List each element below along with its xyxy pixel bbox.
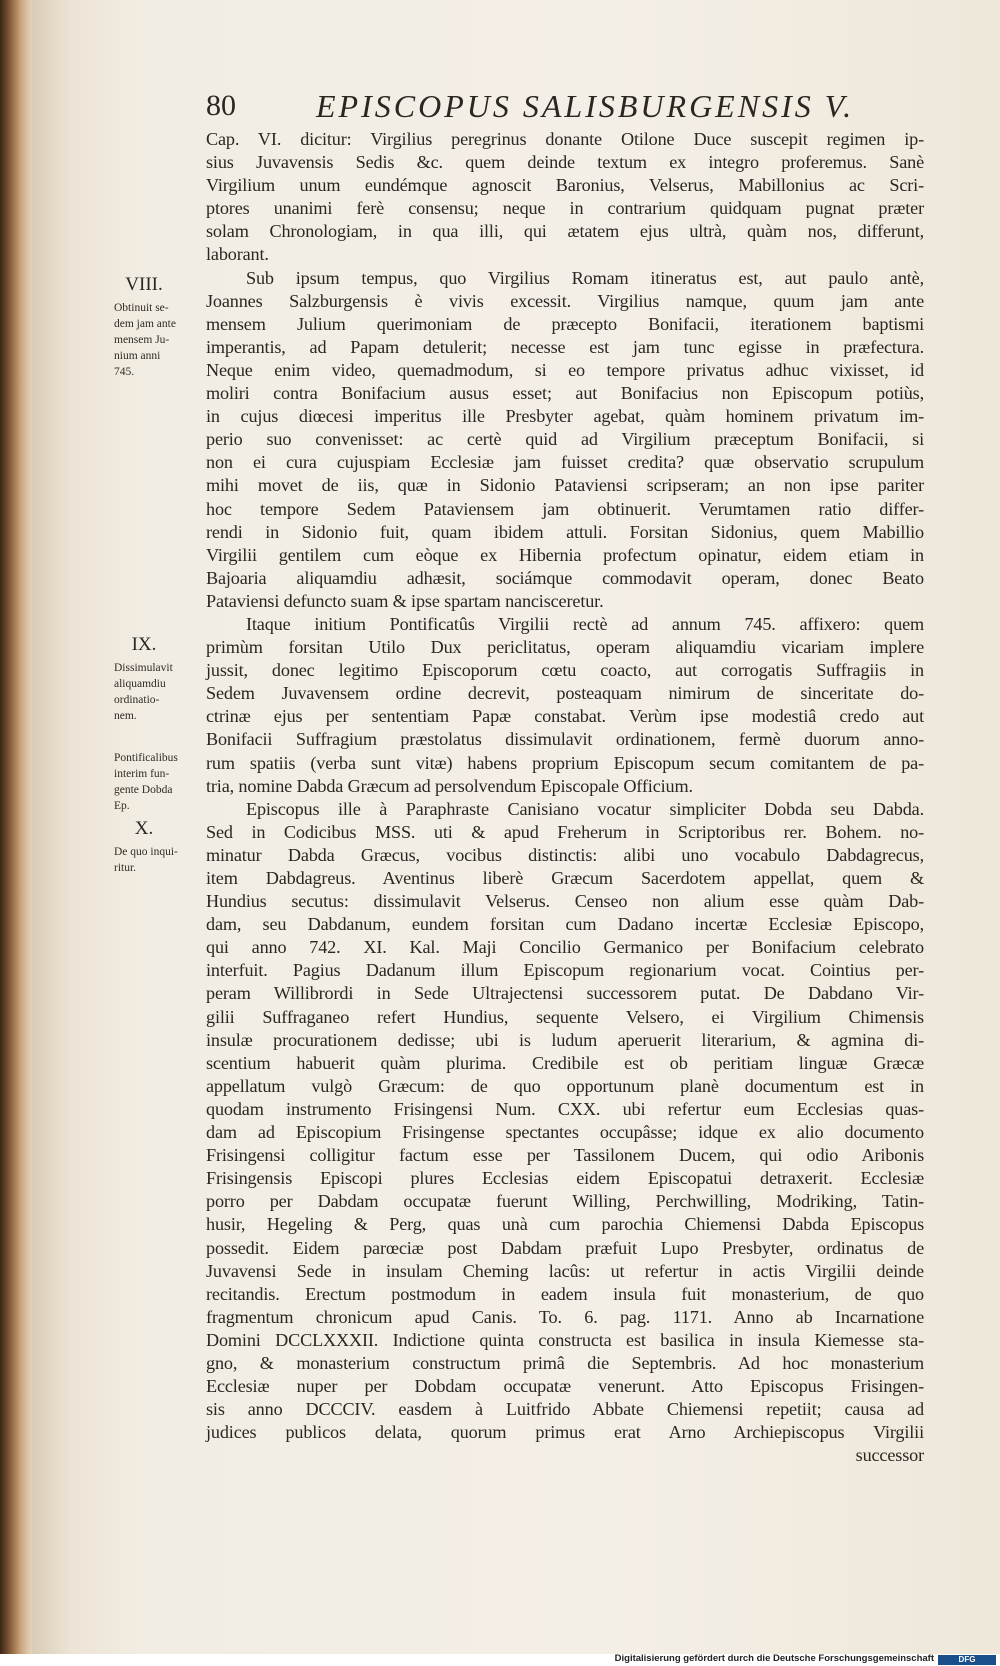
text-line: non ei cura cujuspiam Ecclesiæ jam fuisset credita? quæ observatio scrupulum <box>206 452 924 473</box>
text-line: quodam instrumento Frisingensi Num. CXX. ubi refertur eum Ecclesias quas- <box>206 1098 924 1119</box>
margin-note-line: Obtinuit se- <box>114 302 169 314</box>
text-line: hoc tempore Sedem Pataviensem jam obtinuerit. Verumtamen ratio differ- <box>206 498 924 519</box>
margin-note-line: Pontificalibus <box>114 752 178 764</box>
text-line: Frisingensis Episcopi plures Ecclesias eidem Episcopatui detraxerit. Ecclesiæ <box>206 1168 924 1189</box>
margin-note-ix-b <box>114 750 206 814</box>
text-line: judices publicos delata, quorum primus erat Arno Archiepiscopus Virgilii <box>206 1422 924 1443</box>
funding-credit: Digitalisierung gefördert durch die Deutsche Forschungsgemeinschaft <box>614 1653 934 1664</box>
text-line: Pataviensi defuncto suam & ipse spartam nancisceretur. <box>206 590 604 611</box>
text-line: Bajoaria aliquamdiu adhæsit, sociámque commodavit operam, donec Beato <box>206 567 924 588</box>
book-binding-edge <box>0 0 32 1654</box>
margin-note-line: dem jam ante <box>114 318 176 330</box>
text-line: Virgilii gentilem cum eòque ex Hibernia profectum opinatur, eidem etiam in <box>206 544 924 565</box>
book-page <box>32 0 1000 1654</box>
text-line: ctrinæ ejus per sententiam Papæ constabat. Verùm ipse modestiâ credo aut <box>206 706 924 727</box>
margin-note-line: Ep. <box>114 800 130 812</box>
margin-note-line: ritur. <box>114 862 137 874</box>
text-line: Neque enim video, quemadmodum, si eo tempore privatus adhuc vixisset, id <box>206 359 924 380</box>
text-line: qui anno 742. XI. Kal. Maji Concilio Germanico per Bonifacium celebrato <box>206 937 924 958</box>
section-numeral-ix: IX. <box>131 634 157 655</box>
text-line: gno, & monasterium constructum primâ die Septembris. Ad hoc monasterium <box>206 1352 924 1373</box>
margin-note-line: Dissimulavit <box>114 662 173 674</box>
text-line: insulæ procurationem dedisse; ubi is ludum aperuerit literarium, & agmina di- <box>206 1029 924 1050</box>
margin-note-line: ordinatio- <box>114 694 160 706</box>
margin-note-ix <box>114 634 206 724</box>
running-head <box>206 88 906 130</box>
digitization-footer <box>0 1654 1000 1666</box>
text-line: gilii Suffraganeo refert Hundius, sequente Velsero, ei Virgilium Chimensis <box>206 1006 924 1027</box>
margin-note-line: gente Dobda <box>114 784 173 796</box>
text-line: rum spatiis (verba sunt vitæ) habens proprium Episcopum secum comitantem de pa- <box>206 752 924 773</box>
margin-note-x <box>114 818 206 876</box>
text-line: Ecclesiæ nuper per Dobdam occupatæ venerunt. Atto Episcopus Frisingen- <box>206 1376 924 1397</box>
margin-note-line: nem. <box>114 710 137 722</box>
margin-note-viii <box>114 274 206 380</box>
text-line: imperantis, ad Papam detulerit; necesse est jam tunc egisse in præfectura. <box>206 336 924 357</box>
text-line: solam Chronologiam, in qua illi, qui ætatem ejus ultrà, quàm nos, differunt, <box>206 221 924 242</box>
text-line: Sub ipsum tempus, quo Virgilius Romam itineratus est, aut paulo antè, <box>246 267 924 288</box>
text-line: appellatum vulgò Græcum: de quo opportunum planè documentum est in <box>206 1075 924 1096</box>
catchword: successor <box>855 1445 924 1466</box>
section-numeral-x: X. <box>134 818 154 839</box>
dfg-logo-icon: DFG <box>938 1655 996 1665</box>
text-line: laborant. <box>206 244 269 265</box>
text-line: Bonifacii Suffragium præstolatus dissimulavit ordinationem, fermè duorum anno- <box>206 729 924 750</box>
text-line: tria, nomine Dabda Græcum ad persolvendum Episcopale Officium. <box>206 775 693 796</box>
margin-note-line: mensem Ju- <box>114 334 170 346</box>
text-line: Itaque initium Pontificatûs Virgilii rectè ad annum 745. affixero: quem <box>246 613 924 634</box>
margin-note-line: interim fun- <box>114 768 170 780</box>
text-line: Joannes Salzburgensis è vivis excessit. Virgilius namque, quum jam ante <box>206 290 924 311</box>
text-line: scentium habuerit quàm plurima. Credibile est ob peritiam linguæ Græcæ <box>206 1052 924 1073</box>
text-line: sis anno DCCCIV. easdem à Luitfrido Abbate Chiemensi repetiit; causa ad <box>206 1399 924 1420</box>
text-line: Frisingensi colligitur factum esse per Tassilonem Ducem, qui odio Aribonis <box>206 1145 924 1166</box>
text-line: interfuit. Pagius Dadanum illum Episcopum regionarium vocat. Cointius per- <box>206 960 924 981</box>
section-numeral-viii: VIII. <box>125 274 163 295</box>
main-text-block <box>206 128 924 1467</box>
margin-note-line: aliquamdiu <box>114 678 166 690</box>
text-line: sius Juvavensis Sedis &c. quem deinde textum ex integro proferemus. Sanè <box>206 152 924 173</box>
text-line: jussit, donec legitimo Episcoporum cœtu coacto, aut corrogatis Suffragiis in <box>206 660 924 681</box>
text-line: mihi movet de iis, quæ in Sidonio Pataviensi scripseram; an non ipse pariter <box>206 475 924 496</box>
text-line: rendi in Sidonio fuit, quam ibidem attuli. Forsitan Sidonius, quem Mabillio <box>206 521 924 542</box>
text-line: husir, Hegeling & Perg, quas unà cum parochia Chiemensi Dabda Episcopus <box>206 1214 924 1235</box>
text-line: possedit. Eidem parœciæ post Dabdam præfuit Lupo Presbyter, ordinatus de <box>206 1237 924 1258</box>
margin-note-line: 745. <box>114 366 135 378</box>
text-line: Sed in Codicibus MSS. uti & apud Freherum in Scriptoribus rer. Bohem. no- <box>206 821 924 842</box>
text-line: Hundius secutus: dissimulavit Velserus. Censeo non alium esse quàm Dab- <box>206 891 924 912</box>
text-line: Domini DCCLXXXII. Indictione quinta constructa est basilica in insula Kiemesse sta- <box>206 1329 924 1350</box>
margin-note-line: nium anni <box>114 350 161 362</box>
text-line: perio suo convenisset: ac certè quid ad Virgilium præceptum Bonifacii, si <box>206 429 924 450</box>
text-line: in cujus diœcesi imperitus ille Presbyter agebat, quàm hominem privatum im- <box>206 406 924 427</box>
margin-note-line: De quo inqui- <box>114 846 178 858</box>
text-line: dam, seu Dabdanum, eundem forsitan cum Dadano incertæ Ecclesiæ Episcopo, <box>206 914 924 935</box>
text-line: ptores unanimi ferè consensu; neque in contrarium quidquam pugnat præter <box>206 198 924 219</box>
text-line: Sedem Juvavensem ordine decrevit, posteaquam nimirum de sinceritate do- <box>206 683 924 704</box>
text-line: dam ad Episcopium Frisingense spectantes occupâsse; idque ex alio documento <box>206 1122 924 1143</box>
text-line: mensem Julium querimoniam de præcepto Bonifacii, iterationem baptismi <box>206 313 924 334</box>
page-number: 80 <box>206 89 236 122</box>
text-line: Juvavensi Sede in insulam Cheming lacûs: ut refertur in actis Virgilii deinde <box>206 1260 924 1281</box>
text-line: minatur Dabda Græcus, vocibus distinctis: alibi uno vocabulo Dabdagrecus, <box>206 844 924 865</box>
text-line: moliri contra Bonifacium ausus esset; aut Bonifacius non Episcopum potiùs, <box>206 383 924 404</box>
text-line: Virgilium unum eundémque agnoscit Baronius, Velserus, Mabillonius ac Scri- <box>206 175 924 196</box>
text-line: item Dabdagreus. Aventinus liberè Græcum Sacerdotem appellat, quem & <box>206 868 924 888</box>
text-line: peram Willibrordi in Sede Ultrajectensi successorem putat. De Dabdano Vir- <box>206 983 924 1004</box>
text-line: Cap. VI. dicitur: Virgilius peregrinus donante Otilone Duce suscepit regimen ip- <box>206 129 924 149</box>
show-through-ghost-notes <box>152 380 212 630</box>
text-line: primùm forsitan Utilo Dux periclitatus, operam aliquamdiu vicariam implere <box>206 637 924 658</box>
text-line: recitandis. Erectum postmodum in eadem insula fuit monasterium, de quo <box>206 1283 924 1304</box>
text-line: fragmentum chronicum apud Canis. To. 6. pag. 1171. Anno ab Incarnatione <box>206 1306 924 1327</box>
text-line: Episcopus ille à Paraphraste Canisiano vocatur simpliciter Dobda seu Dabda. <box>246 798 924 819</box>
text-line: porro per Dabdam occupatæ fuerunt Willing, Perchwilling, Modriking, Tatin- <box>206 1191 924 1212</box>
running-title: EPISCOPUS SALISBURGENSIS V. <box>316 88 855 124</box>
